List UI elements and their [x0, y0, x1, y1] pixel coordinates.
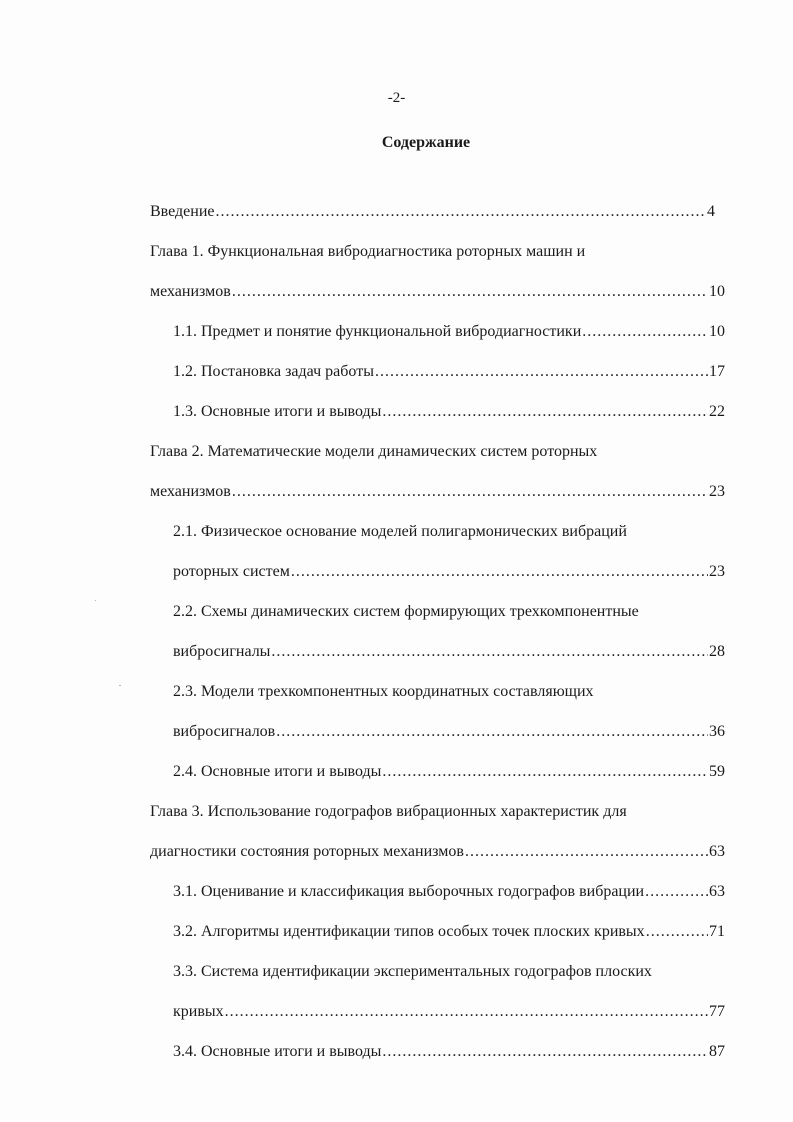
toc-page-number: 10 [709, 323, 725, 340]
toc-page-number: 71 [709, 923, 725, 940]
dot-leader [291, 561, 708, 583]
dot-leader [232, 281, 708, 303]
toc-entry-label: 1.1. Предмет и понятие функциональной вибродиагностики [173, 323, 582, 340]
toc-page-number: 23 [709, 483, 725, 500]
toc-entry-label: Глава 3. Использование годографов вибрационных характеристик для [150, 803, 627, 820]
dot-leader [382, 401, 708, 423]
toc-entry-label: вибросигналы [173, 643, 271, 660]
toc-section-2-2[interactable] [173, 641, 725, 663]
dot-leader [375, 361, 708, 383]
toc-entry-label: 3.2. Алгоритмы идентификации типов особых точек плоских кривых [173, 923, 645, 940]
dot-leader [582, 321, 708, 343]
toc-section-3-3[interactable] [173, 1001, 725, 1023]
dot-leader [645, 881, 708, 903]
toc-section-2-1[interactable] [173, 561, 725, 583]
toc-entry-label: механизмов [150, 283, 231, 300]
toc-chapter-1[interactable] [150, 281, 725, 303]
toc-section-3-1[interactable] [173, 881, 725, 903]
toc-page-number: 22 [709, 403, 725, 420]
toc-page-number: 23 [709, 563, 725, 580]
toc-section-3-4[interactable] [173, 1041, 725, 1063]
dot-leader [382, 761, 708, 783]
toc-entry-label: 1.2. Постановка задач работы [173, 363, 374, 380]
dot-leader [276, 721, 708, 743]
toc-page-number: 36 [709, 723, 725, 740]
toc-entry-intro[interactable] [150, 201, 715, 223]
toc-chapter-2-heading[interactable] [150, 441, 597, 463]
toc-entry-label: 1.3. Основные итоги и выводы [173, 403, 382, 420]
toc-page-number: 4 [707, 203, 715, 220]
toc-entry-label: Глава 1. Функциональная вибродиагностика роторных машин и [150, 243, 586, 260]
dot-leader [216, 201, 707, 223]
toc-entry-label: 3.4. Основные итоги и выводы [173, 1043, 382, 1060]
toc-section-2-1-heading[interactable] [173, 521, 627, 543]
toc-section-2-3-heading[interactable] [173, 681, 594, 703]
toc-page-number: 87 [709, 1043, 725, 1060]
toc-entry-label: 2.3. Модели трехкомпонентных координатных составляющих [173, 683, 594, 700]
toc-page-number: 77 [709, 1003, 725, 1020]
toc-chapter-3-heading[interactable] [150, 801, 627, 823]
toc-section-1-1[interactable] [173, 321, 725, 343]
toc-page-number: 63 [709, 883, 725, 900]
toc-entry-label: 3.1. Оценивание и классификация выборочных годографов вибрации [173, 883, 645, 900]
toc-entry-label: диагностики состояния роторных механизмов [150, 843, 464, 860]
toc-chapter-3[interactable] [150, 841, 725, 863]
toc-entry-label: Глава 2. Математические модели динамических систем роторных [150, 443, 598, 460]
toc-entry-label: 2.1. Физическое основание моделей полигармонических вибраций [173, 523, 627, 540]
dot-leader [271, 641, 708, 663]
toc-section-1-3[interactable] [173, 401, 725, 423]
toc-entry-label: кривых [173, 1003, 224, 1020]
toc-entry-label: 2.4. Основные итоги и выводы [173, 763, 382, 780]
toc-chapter-1-heading[interactable] [150, 241, 585, 263]
toc-section-2-3[interactable] [173, 721, 725, 743]
page-number: -2- [387, 90, 406, 106]
scan-artifact [95, 600, 96, 601]
dot-leader [225, 1001, 708, 1023]
toc-section-1-2[interactable] [173, 361, 725, 383]
dot-leader [465, 841, 708, 863]
page-title: Содержание [381, 134, 471, 151]
toc-entry-label: 3.3. Система идентификации экспериментальных годографов плоских [173, 963, 652, 980]
toc-entry-label: механизмов [150, 483, 231, 500]
toc-section-3-3-heading[interactable] [173, 961, 652, 983]
toc-page-number: 63 [709, 843, 725, 860]
toc-page-number: 10 [709, 283, 725, 300]
toc-chapter-2[interactable] [150, 481, 725, 503]
dot-leader [382, 1041, 708, 1063]
toc-section-3-2[interactable] [173, 921, 725, 943]
toc-entry-label: вибросигналов [173, 723, 276, 740]
toc-entry-label: роторных систем [173, 563, 290, 580]
toc-page-number: 17 [709, 363, 725, 380]
toc-page-number: 28 [709, 643, 725, 660]
scan-artifact [119, 685, 121, 686]
toc-section-2-4[interactable] [173, 761, 725, 783]
toc-entry-label: 2.2. Схемы динамических систем формирующих трехкомпонентные [173, 603, 639, 620]
dot-leader [646, 921, 708, 943]
toc-section-2-2-heading[interactable] [173, 601, 639, 623]
dot-leader [232, 481, 708, 503]
toc-entry-label: Введение [150, 203, 215, 220]
toc-page-number: 59 [709, 763, 725, 780]
